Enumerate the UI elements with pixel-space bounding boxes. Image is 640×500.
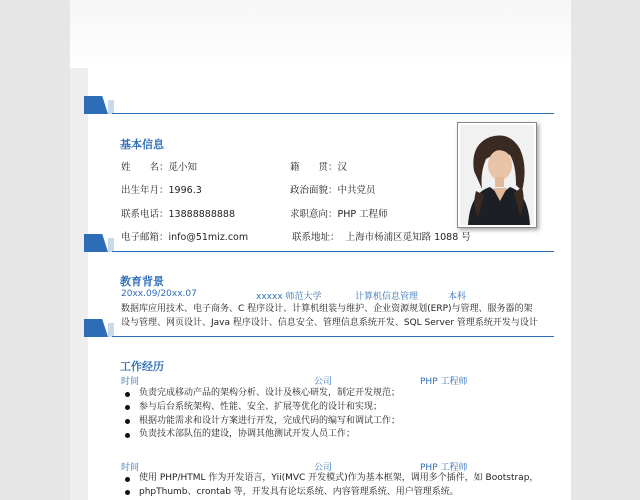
field-name	[121, 159, 197, 173]
section-divider-line	[112, 113, 554, 114]
field-intent-value: PHP 工程师	[337, 209, 388, 220]
field-native-value: 汉	[337, 162, 348, 173]
job-position: PHP 工程师	[420, 377, 468, 387]
section-bar-work	[84, 319, 554, 337]
list-item: 使用 PHP/HTML 作为开发语言，Yii(MVC 开发模式)作为基本框架，调用多个插件，如 Bootstrap，	[121, 472, 551, 486]
job-position: PHP 工程师	[420, 463, 468, 473]
edu-description-line: 数据库应用技术、电子商务、C 程序设计、计算机组装与维护、企业资源规划(ERP)与管理、服务器的架	[121, 304, 533, 314]
field-birth	[121, 182, 202, 196]
section-tab-shadow	[108, 238, 114, 252]
field-political	[290, 182, 376, 196]
section-title-education: 教育背景	[120, 275, 164, 288]
field-birth-label: 出生年月：	[121, 185, 169, 196]
page-top-shade	[70, 0, 571, 68]
section-title-basic: 基本信息	[120, 138, 164, 151]
section-tab-shape	[84, 319, 108, 337]
list-item: 负责技术部队伍的建设，协调其他测试开发人员工作；	[121, 428, 551, 442]
list-item: phpThumb、crontab 等，开发具有论坛系统、内容管理系统、用户管理系统。	[121, 486, 551, 500]
section-tab-shadow	[108, 100, 114, 114]
list-item: 根据功能需求和设计方案进行开发，完成代码的编写和调试工作；	[121, 415, 551, 429]
job-time: 时间	[121, 377, 140, 387]
job-time: 时间	[121, 463, 140, 473]
field-address-label: 联系地址：	[292, 232, 340, 243]
section-tab-shape	[84, 234, 108, 252]
person-portrait-icon	[460, 125, 534, 225]
field-intent	[290, 206, 388, 220]
page-side-strip	[70, 68, 88, 500]
field-birth-value: 1996.3	[168, 185, 202, 196]
field-native-label: 籍 贯：	[290, 162, 338, 173]
edu-description-line: 设与管理、网页设计、Java 程序设计、信息安全、管理信息系统开发、SQL Server 管理系统开发与设计	[121, 318, 538, 328]
field-intent-label: 求职意向：	[290, 209, 338, 220]
field-phone-label: 联系电话：	[121, 209, 169, 220]
section-tab-shadow	[108, 323, 114, 337]
field-phone	[121, 206, 235, 220]
section-divider-line	[112, 251, 554, 252]
resume-page	[70, 0, 571, 500]
section-tab-shape	[84, 96, 108, 114]
field-email-value: info@51miz.com	[168, 232, 249, 243]
job-company: 公司	[314, 463, 333, 473]
edu-major: 计算机信息管理	[355, 292, 419, 302]
list-item: 负责完成移动产品的架构分析、设计及核心研发，制定开发规范；	[121, 387, 551, 401]
profile-photo	[457, 122, 537, 228]
job-company: 公司	[314, 377, 333, 387]
field-name-label: 姓 名：	[121, 162, 169, 173]
edu-period: 20xx.09/20xx.07	[121, 289, 197, 299]
edu-degree: 本科	[448, 292, 467, 302]
section-bar-education	[84, 234, 554, 252]
field-political-label: 政治面貌：	[290, 185, 338, 196]
job-duties-list	[121, 472, 551, 500]
field-address-value: 上海市杨浦区觅知路 1088 号	[345, 232, 471, 243]
list-item: 参与后台系统架构、性能、安全、扩展等优化的设计和实现；	[121, 401, 551, 415]
job-duties-list	[121, 387, 551, 442]
edu-school: xxxxx 师范大学	[256, 292, 322, 302]
section-bar-basic	[84, 96, 554, 114]
field-native	[290, 159, 347, 173]
field-phone-value: 13888888888	[168, 209, 236, 220]
field-political-value: 中共党员	[337, 185, 376, 196]
field-email-label: 电子邮箱：	[121, 232, 169, 243]
section-title-work: 工作经历	[120, 360, 164, 373]
field-name-value: 觅小知	[168, 162, 198, 173]
section-divider-line	[112, 336, 554, 337]
